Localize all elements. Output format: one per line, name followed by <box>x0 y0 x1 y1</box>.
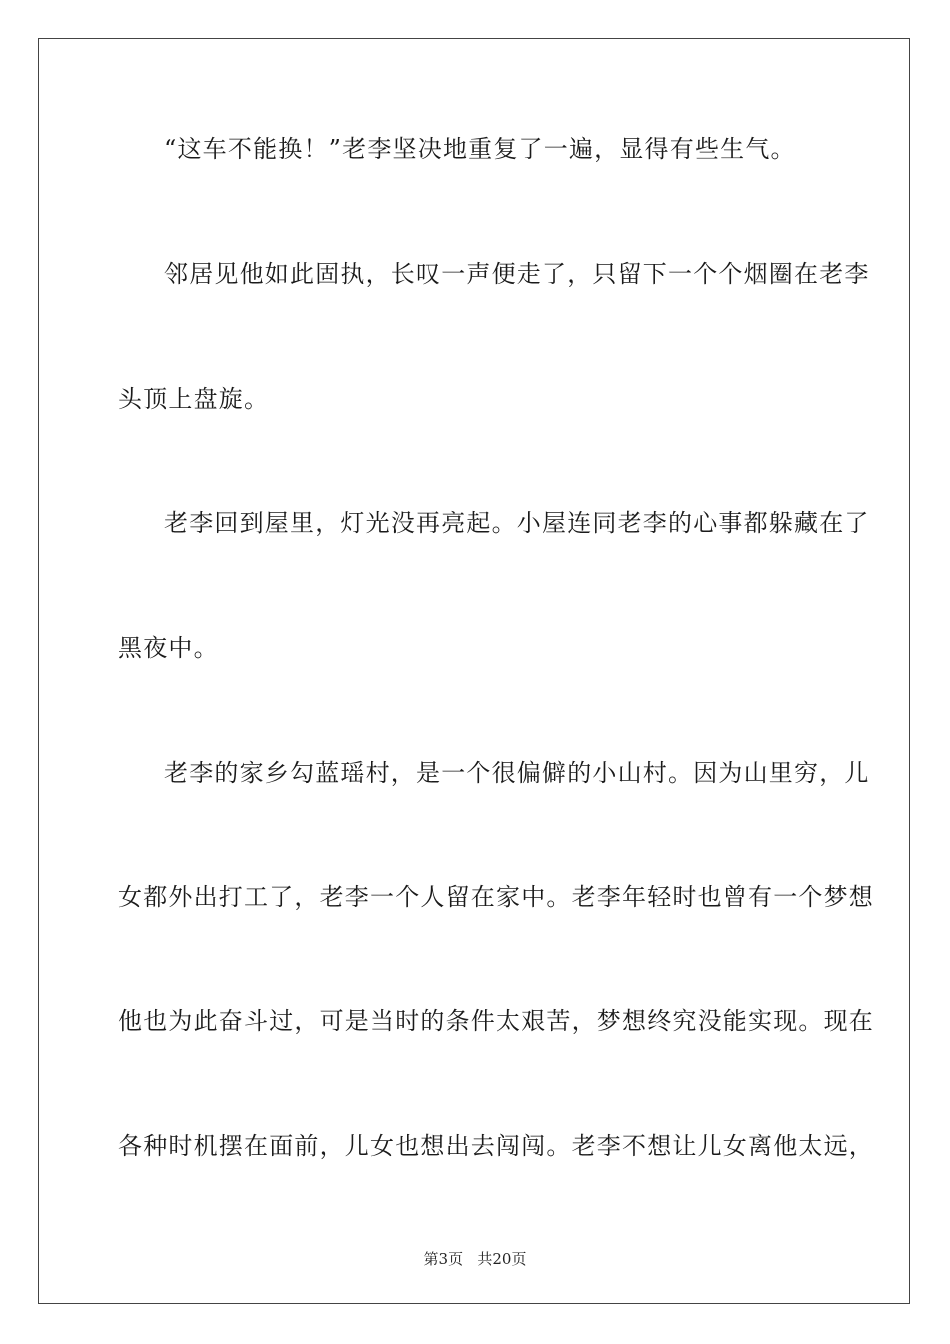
paragraph-4-line-3: 他也为此奋斗过，可是当时的条件太艰苦，梦想终究没能实现。现在 <box>118 1007 874 1035</box>
paragraph-2-line-1: 邻居见他如此固执，长叹一声便走了，只留下一个个烟圈在老李 <box>164 260 870 288</box>
paragraph-3-line-1: 老李回到屋里，灯光没再亮起。小屋连同老李的心事都躲藏在了 <box>164 509 870 537</box>
paragraph-4-line-4: 各种时机摆在面前，儿女也想出去闯闯。老李不想让儿女离他太远， <box>118 1132 874 1160</box>
page-number-footer: 第3页 共20页 <box>423 1250 527 1268</box>
paragraph-2-line-2: 头顶上盘旋。 <box>118 385 270 413</box>
paragraph-4-line-1: 老李的家乡勾蓝瑶村，是一个很偏僻的小山村。因为山里穷，儿 <box>164 759 870 787</box>
page-border <box>38 38 910 1304</box>
paragraph-4-line-2: 女都外出打工了，老李一个人留在家中。老李年轻时也曾有一个梦想 <box>118 883 874 911</box>
paragraph-1-line-1: “这车不能换！”老李坚决地重复了一遍，显得有些生气。 <box>164 135 796 163</box>
paragraph-3-line-2: 黑夜中。 <box>118 634 219 662</box>
